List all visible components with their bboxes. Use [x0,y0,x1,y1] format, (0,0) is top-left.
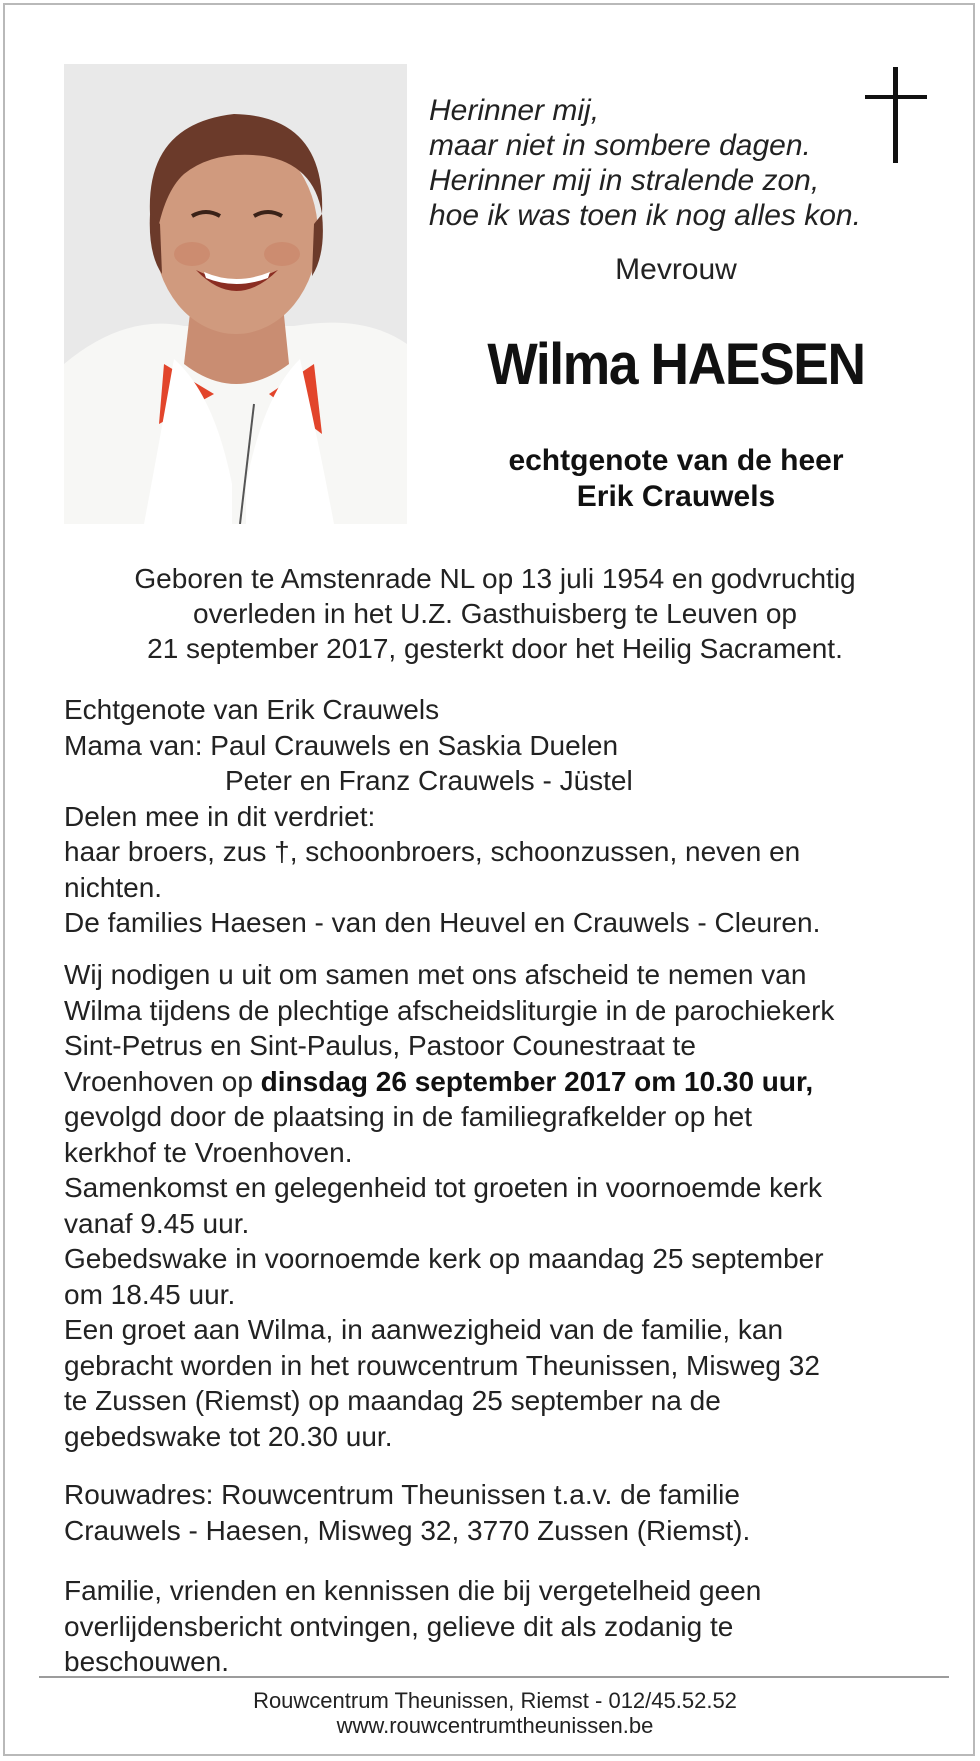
footer-contact: Rouwcentrum Theunissen, Riemst - 012/45.52.52 [253,1688,737,1713]
family-line: nichten. [64,871,163,903]
mourning-address [64,1477,944,1548]
spouse-info [429,443,923,515]
ceremony-line: te Zussen (Riemst) op maandag 25 september na de [64,1385,721,1416]
family-line: Delen mee in dit verdriet: [64,800,376,832]
address-line: Crauwels - Haesen, Misweg 32, 3770 Zussen (Riemst). [64,1514,751,1546]
ceremony-line: om 18.45 uur. [64,1278,236,1310]
spouse-name: Erik Crauwels [576,480,776,513]
poem [429,93,869,233]
latin-cross-icon [865,67,927,163]
poem-line: maar niet in sombere dagen. [429,129,811,162]
ceremony-line: gevolgd door de plaatsing in de familiegrafkelder op het [64,1101,753,1132]
family-text: haar broers, zus [64,836,275,867]
birth-line: Geboren te Amstenrade NL op 13 juli 1954 en godvruchtig [134,563,856,594]
family-line: De families Haesen - van den Heuvel en Crauwels - Cleuren. [64,907,821,938]
ceremony-line: Gebedswake in voornoemde kerk op maandag 25 september [64,1243,824,1274]
birth-line: 21 september 2017, gesterkt door het Heilig Sacrament. [147,633,843,664]
ceremony-datetime: dinsdag 26 september 2017 om 10.30 uur, [260,1065,814,1097]
portrait-photo [64,64,407,524]
family-paragraph [64,692,944,941]
ceremony-line [64,1064,944,1100]
family-line [64,834,944,870]
footer-divider [39,1676,949,1678]
ceremony-line: gebracht worden in het rouwcentrum Theunissen, Misweg 32 [64,1349,820,1381]
obituary-card [3,3,975,1756]
spouse-line: echtgenote van de heer [508,444,844,477]
family-line: Mama van: Paul Crauwels en Saskia Duelen [64,729,619,761]
salutation: Mevrouw [615,253,737,286]
family-text: , schoonbroers, schoonzussen, neven en [289,836,801,867]
ceremony-line: kerkhof te Vroenhoven. [64,1136,353,1168]
address-line: Rouwadres: Rouwcentrum Theunissen t.a.v. de familie [64,1479,740,1510]
birth-death-paragraph [45,561,945,666]
ceremony-paragraph [64,957,944,1454]
family-line: Peter en Franz Crauwels - Jüstel [225,765,633,796]
birth-line: overleden in het U.Z. Gasthuisberg te Leuven op [193,598,797,629]
small-cross-icon: † [274,836,290,867]
deceased-name: Wilma HAESEN [487,332,865,397]
footer [45,1688,945,1738]
ceremony-line: Wij nodigen u uit om samen met ons afscheid te nemen van [64,959,807,990]
footer-website[interactable]: www.rouwcentrumtheunissen.be [336,1713,654,1738]
notice-line: overlijdensbericht ontvingen, gelieve dit als zodanig te [64,1610,734,1642]
ceremony-line: vanaf 9.45 uur. [64,1207,250,1239]
poem-line: hoe ik was toen ik nog alles kon. [429,199,861,232]
portrait-illustration [64,64,407,524]
ceremony-line: gebedswake tot 20.30 uur. [64,1420,393,1452]
notice-line: Familie, vrienden en kennissen die bij vergetelheid geen [64,1575,762,1606]
poem-line: Herinner mij in stralende zon, [429,164,820,197]
ceremony-line: Sint-Petrus en Sint-Paulus, Pastoor Counestraat te [64,1030,696,1061]
ceremony-line: Een groet aan Wilma, in aanwezigheid van de familie, kan [64,1314,784,1345]
ceremony-line: Samenkomst en gelegenheid tot groeten in voornoemde kerk [64,1172,823,1203]
ceremony-line: Wilma tijdens de plechtige afscheidsliturgie in de parochiekerk [64,994,835,1026]
notice-line: beschouwen. [64,1646,230,1677]
family-line: Echtgenote van Erik Crauwels [64,694,440,725]
poem-line: Herinner mij, [429,94,600,127]
notice-paragraph [64,1573,944,1680]
ceremony-text: Vroenhoven op [64,1065,261,1097]
